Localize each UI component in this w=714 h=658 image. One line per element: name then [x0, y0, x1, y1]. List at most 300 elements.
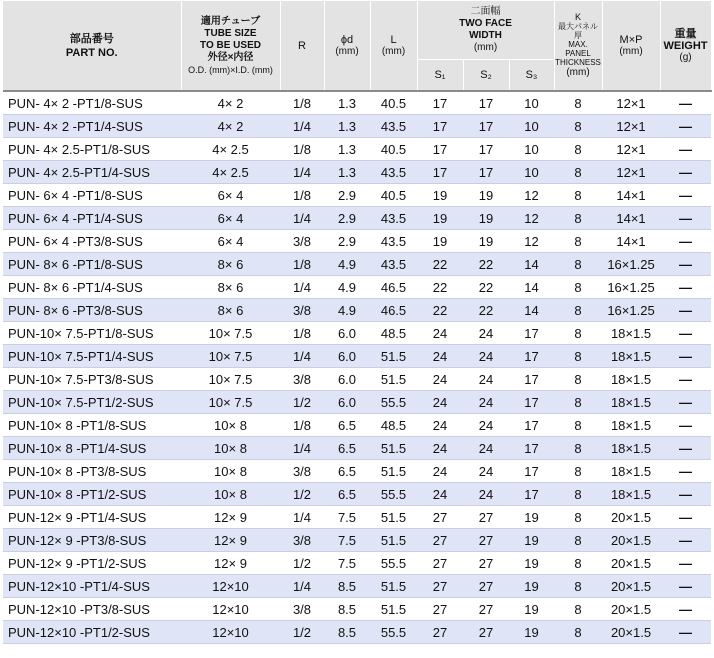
max-panel-cell: 8 [554, 276, 602, 299]
max-panel-cell: 8 [554, 299, 602, 322]
s3-cell: 10 [509, 138, 554, 161]
table-row [3, 391, 711, 414]
max-panel-cell: 8 [554, 621, 602, 644]
table-row [3, 598, 711, 621]
part-number-cell: PUN- 4× 2.5-PT1/8-SUS [3, 138, 181, 161]
length-cell: 46.5 [370, 276, 417, 299]
phid-cell: 2.9 [324, 230, 370, 253]
header-twoface-unit: (mm) [473, 42, 498, 53]
table-row [3, 299, 711, 322]
length-cell: 48.5 [370, 322, 417, 345]
phid-cell: 7.5 [324, 552, 370, 575]
s1-cell: 27 [417, 621, 463, 644]
weight-cell: — [660, 115, 711, 138]
max-panel-cell: 8 [554, 253, 602, 276]
s3-cell: 17 [509, 460, 554, 483]
r-cell: 1/8 [280, 253, 324, 276]
s3-cell: 17 [509, 391, 554, 414]
length-cell: 55.5 [370, 621, 417, 644]
part-number-cell: PUN- 6× 4 -PT3/8-SUS [3, 230, 181, 253]
header-tube-jp2: 外径×内径 [207, 51, 254, 63]
length-cell: 43.5 [370, 253, 417, 276]
s3-cell: 14 [509, 276, 554, 299]
s2-cell: 24 [463, 414, 509, 437]
header-part-no [3, 1, 181, 91]
s1-cell: 24 [417, 437, 463, 460]
mp-cell: 18×1.5 [602, 322, 660, 345]
header-weight [660, 1, 711, 91]
tube-size-cell: 10× 7.5 [181, 391, 280, 414]
mp-cell: 14×1 [602, 184, 660, 207]
phid-cell: 2.9 [324, 184, 370, 207]
s2-cell: 24 [463, 322, 509, 345]
weight-cell: — [660, 322, 711, 345]
part-number-cell: PUN-10× 8 -PT1/4-SUS [3, 437, 181, 460]
mp-cell: 16×1.25 [602, 299, 660, 322]
tube-size-cell: 10× 8 [181, 483, 280, 506]
s3-cell: 14 [509, 253, 554, 276]
s3-cell: 19 [509, 598, 554, 621]
r-cell: 1/8 [280, 414, 324, 437]
s2-cell: 27 [463, 552, 509, 575]
s3-cell: 10 [509, 161, 554, 184]
part-number-cell: PUN-12× 9 -PT1/4-SUS [3, 506, 181, 529]
s3-cell: 14 [509, 299, 554, 322]
header-weight-jp: 重量 [674, 27, 697, 40]
part-number-cell: PUN- 4× 2 -PT1/8-SUS [3, 91, 181, 115]
phid-cell: 7.5 [324, 529, 370, 552]
tube-size-cell: 6× 4 [181, 184, 280, 207]
header-tube-en2: TO BE USED [200, 39, 261, 51]
s3-cell: 17 [509, 345, 554, 368]
phid-cell: 7.5 [324, 506, 370, 529]
phid-cell: 8.5 [324, 598, 370, 621]
r-cell: 1/8 [280, 322, 324, 345]
tube-size-cell: 10× 7.5 [181, 368, 280, 391]
header-mp-unit: (mm) [619, 45, 643, 57]
tube-size-cell: 10× 7.5 [181, 345, 280, 368]
r-cell: 1/4 [280, 276, 324, 299]
s3-cell: 17 [509, 414, 554, 437]
s2-cell: 27 [463, 598, 509, 621]
max-panel-cell: 8 [554, 322, 602, 345]
s2-cell: 24 [463, 460, 509, 483]
weight-cell: — [660, 161, 711, 184]
phid-cell: 2.9 [324, 207, 370, 230]
s1-cell: 17 [417, 138, 463, 161]
part-number-cell: PUN-12×10 -PT1/2-SUS [3, 621, 181, 644]
table-row [3, 276, 711, 299]
header-phid-label: ϕd [340, 33, 354, 46]
tube-size-cell: 10× 7.5 [181, 322, 280, 345]
s1-cell: 27 [417, 529, 463, 552]
table-row [3, 91, 711, 115]
s2-cell: 24 [463, 345, 509, 368]
tube-size-cell: 12×10 [181, 621, 280, 644]
max-panel-cell: 8 [554, 414, 602, 437]
spec-table [3, 1, 712, 644]
s1-cell: 19 [417, 207, 463, 230]
s3-cell: 19 [509, 529, 554, 552]
table-body [3, 91, 711, 644]
s2-cell: 19 [463, 230, 509, 253]
mp-cell: 14×1 [602, 207, 660, 230]
r-cell: 1/4 [280, 437, 324, 460]
s2-cell: 27 [463, 621, 509, 644]
phid-cell: 6.5 [324, 414, 370, 437]
s1-cell: 24 [417, 345, 463, 368]
header-weight-en: WEIGHT [663, 39, 708, 52]
r-cell: 3/8 [280, 529, 324, 552]
mp-cell: 14×1 [602, 230, 660, 253]
header-twoface-jp: 二面幅 [470, 6, 501, 17]
max-panel-cell: 8 [554, 207, 602, 230]
header-weight-unit: (g) [679, 51, 692, 63]
s3-cell: 19 [509, 575, 554, 598]
phid-cell: 6.0 [324, 368, 370, 391]
max-panel-cell: 8 [554, 506, 602, 529]
r-cell: 3/8 [280, 368, 324, 391]
r-cell: 1/2 [280, 621, 324, 644]
length-cell: 51.5 [370, 368, 417, 391]
phid-cell: 8.5 [324, 575, 370, 598]
r-cell: 1/8 [280, 184, 324, 207]
weight-cell: — [660, 207, 711, 230]
part-number-cell: PUN-12×10 -PT3/8-SUS [3, 598, 181, 621]
s1-cell: 19 [417, 184, 463, 207]
mp-cell: 18×1.5 [602, 460, 660, 483]
length-cell: 51.5 [370, 345, 417, 368]
header-l-unit: (mm) [381, 45, 406, 57]
header-part-no-en: PART NO. [65, 46, 118, 59]
s3-cell: 19 [509, 552, 554, 575]
r-cell: 1/8 [280, 138, 324, 161]
table-row [3, 368, 711, 391]
part-number-cell: PUN- 8× 6 -PT3/8-SUS [3, 299, 181, 322]
max-panel-cell: 8 [554, 368, 602, 391]
max-panel-cell: 8 [554, 138, 602, 161]
tube-size-cell: 10× 8 [181, 437, 280, 460]
phid-cell: 6.5 [324, 483, 370, 506]
part-number-cell: PUN-10× 8 -PT3/8-SUS [3, 460, 181, 483]
mp-cell: 20×1.5 [602, 575, 660, 598]
part-number-cell: PUN- 4× 2.5-PT1/4-SUS [3, 161, 181, 184]
tube-size-cell: 6× 4 [181, 230, 280, 253]
r-cell: 3/8 [280, 460, 324, 483]
table-row [3, 322, 711, 345]
length-cell: 51.5 [370, 575, 417, 598]
weight-cell: — [660, 368, 711, 391]
weight-cell: — [660, 184, 711, 207]
s3-cell: 17 [509, 322, 554, 345]
header-two-face-width [417, 1, 554, 60]
s1-cell: 19 [417, 230, 463, 253]
r-cell: 1/4 [280, 506, 324, 529]
tube-size-cell: 6× 4 [181, 207, 280, 230]
s3-cell: 19 [509, 506, 554, 529]
s2-cell: 27 [463, 575, 509, 598]
table-row [3, 575, 711, 598]
s1-cell: 24 [417, 483, 463, 506]
weight-cell: — [660, 552, 711, 575]
length-cell: 40.5 [370, 91, 417, 115]
phid-cell: 4.9 [324, 299, 370, 322]
max-panel-cell: 8 [554, 184, 602, 207]
phid-cell: 4.9 [324, 253, 370, 276]
max-panel-cell: 8 [554, 391, 602, 414]
weight-cell: — [660, 138, 711, 161]
phid-cell: 1.3 [324, 91, 370, 115]
max-panel-cell: 8 [554, 483, 602, 506]
s2-cell: 24 [463, 391, 509, 414]
header-tube-unit: O.D. (mm)×I.D. (mm) [188, 64, 273, 75]
s2-cell: 22 [463, 299, 509, 322]
tube-size-cell: 4× 2.5 [181, 161, 280, 184]
part-number-cell: PUN-12× 9 -PT1/2-SUS [3, 552, 181, 575]
max-panel-cell: 8 [554, 598, 602, 621]
max-panel-cell: 8 [554, 115, 602, 138]
s2-cell: 19 [463, 184, 509, 207]
header-k-en2: THICKNESS [555, 57, 601, 67]
s1-cell: 22 [417, 276, 463, 299]
table-header [3, 1, 711, 91]
part-number-cell: PUN-10× 7.5-PT1/8-SUS [3, 322, 181, 345]
mp-cell: 20×1.5 [602, 529, 660, 552]
header-twoface-en1: TWO FACE [459, 18, 512, 29]
r-cell: 1/4 [280, 115, 324, 138]
length-cell: 51.5 [370, 437, 417, 460]
mp-cell: 20×1.5 [602, 506, 660, 529]
header-mp-label: M×P [619, 33, 643, 46]
mp-cell: 12×1 [602, 115, 660, 138]
phid-cell: 6.0 [324, 322, 370, 345]
header-k-jp: 最大パネル厚 [558, 21, 599, 40]
weight-cell: — [660, 345, 711, 368]
tube-size-cell: 8× 6 [181, 253, 280, 276]
tube-size-cell: 4× 2.5 [181, 138, 280, 161]
table-row [3, 161, 711, 184]
part-number-cell: PUN- 8× 6 -PT1/8-SUS [3, 253, 181, 276]
s3-cell: 17 [509, 368, 554, 391]
length-cell: 40.5 [370, 184, 417, 207]
header-l [370, 1, 417, 91]
part-number-cell: PUN-10× 8 -PT1/8-SUS [3, 414, 181, 437]
s1-cell: 17 [417, 91, 463, 115]
weight-cell: — [660, 91, 711, 115]
max-panel-cell: 8 [554, 437, 602, 460]
part-number-cell: PUN-12×10 -PT1/4-SUS [3, 575, 181, 598]
table-row [3, 483, 711, 506]
mp-cell: 18×1.5 [602, 483, 660, 506]
phid-cell: 6.0 [324, 345, 370, 368]
s2-cell: 22 [463, 276, 509, 299]
tube-size-cell: 12× 9 [181, 552, 280, 575]
s2-cell: 17 [463, 115, 509, 138]
table-row [3, 138, 711, 161]
mp-cell: 18×1.5 [602, 437, 660, 460]
weight-cell: — [660, 437, 711, 460]
length-cell: 43.5 [370, 115, 417, 138]
s3-cell: 10 [509, 91, 554, 115]
table-row [3, 506, 711, 529]
table-row [3, 207, 711, 230]
table-row [3, 253, 711, 276]
mp-cell: 20×1.5 [602, 621, 660, 644]
phid-cell: 1.3 [324, 138, 370, 161]
part-number-cell: PUN-10× 7.5-PT1/4-SUS [3, 345, 181, 368]
mp-cell: 20×1.5 [602, 552, 660, 575]
mp-cell: 12×1 [602, 161, 660, 184]
s1-cell: 24 [417, 414, 463, 437]
length-cell: 55.5 [370, 552, 417, 575]
max-panel-cell: 8 [554, 552, 602, 575]
mp-cell: 12×1 [602, 138, 660, 161]
weight-cell: — [660, 460, 711, 483]
tube-size-cell: 12× 9 [181, 529, 280, 552]
s3-cell: 17 [509, 437, 554, 460]
s2-cell: 24 [463, 368, 509, 391]
s3-cell: 10 [509, 115, 554, 138]
header-s1: S₁ [417, 60, 463, 92]
table-row [3, 529, 711, 552]
length-cell: 46.5 [370, 299, 417, 322]
r-cell: 3/8 [280, 598, 324, 621]
s1-cell: 17 [417, 115, 463, 138]
s2-cell: 22 [463, 253, 509, 276]
header-k-label: K [575, 11, 582, 22]
s1-cell: 24 [417, 322, 463, 345]
part-number-cell: PUN- 4× 2 -PT1/4-SUS [3, 115, 181, 138]
max-panel-cell: 8 [554, 91, 602, 115]
length-cell: 55.5 [370, 483, 417, 506]
tube-size-cell: 8× 6 [181, 276, 280, 299]
table-row [3, 115, 711, 138]
s3-cell: 19 [509, 621, 554, 644]
phid-cell: 8.5 [324, 621, 370, 644]
mp-cell: 16×1.25 [602, 276, 660, 299]
weight-cell: — [660, 483, 711, 506]
header-phid-unit: (mm) [335, 45, 359, 57]
mp-cell: 18×1.5 [602, 391, 660, 414]
s1-cell: 27 [417, 552, 463, 575]
s1-cell: 22 [417, 253, 463, 276]
r-cell: 1/4 [280, 161, 324, 184]
weight-cell: — [660, 276, 711, 299]
mp-cell: 18×1.5 [602, 414, 660, 437]
weight-cell: — [660, 230, 711, 253]
weight-cell: — [660, 575, 711, 598]
r-cell: 1/4 [280, 575, 324, 598]
tube-size-cell: 8× 6 [181, 299, 280, 322]
s1-cell: 27 [417, 575, 463, 598]
s3-cell: 12 [509, 184, 554, 207]
table-row [3, 184, 711, 207]
r-cell: 1/4 [280, 345, 324, 368]
max-panel-cell: 8 [554, 460, 602, 483]
s2-cell: 17 [463, 91, 509, 115]
weight-cell: — [660, 621, 711, 644]
phid-cell: 4.9 [324, 276, 370, 299]
weight-cell: — [660, 253, 711, 276]
mp-cell: 18×1.5 [602, 368, 660, 391]
s1-cell: 27 [417, 506, 463, 529]
r-cell: 3/8 [280, 230, 324, 253]
mp-cell: 12×1 [602, 91, 660, 115]
header-s3: S₃ [509, 60, 554, 92]
length-cell: 55.5 [370, 391, 417, 414]
r-cell: 1/4 [280, 207, 324, 230]
s2-cell: 19 [463, 207, 509, 230]
header-mp [602, 1, 660, 91]
length-cell: 43.5 [370, 207, 417, 230]
max-panel-cell: 8 [554, 230, 602, 253]
tube-size-cell: 12× 9 [181, 506, 280, 529]
length-cell: 40.5 [370, 138, 417, 161]
table-row [3, 460, 711, 483]
part-number-cell: PUN- 8× 6 -PT1/4-SUS [3, 276, 181, 299]
s2-cell: 17 [463, 138, 509, 161]
s1-cell: 27 [417, 598, 463, 621]
s3-cell: 12 [509, 207, 554, 230]
table-row [3, 345, 711, 368]
r-cell: 1/8 [280, 91, 324, 115]
phid-cell: 1.3 [324, 115, 370, 138]
weight-cell: — [660, 414, 711, 437]
tube-size-cell: 12×10 [181, 598, 280, 621]
tube-size-cell: 4× 2 [181, 91, 280, 115]
r-cell: 1/2 [280, 552, 324, 575]
header-k-en1: MAX. PANEL [565, 39, 591, 58]
header-part-no-jp: 部品番号 [69, 32, 114, 45]
tube-size-cell: 12×10 [181, 575, 280, 598]
mp-cell: 20×1.5 [602, 598, 660, 621]
length-cell: 51.5 [370, 598, 417, 621]
max-panel-cell: 8 [554, 575, 602, 598]
part-number-cell: PUN-10× 7.5-PT1/2-SUS [3, 391, 181, 414]
table-row [3, 230, 711, 253]
header-twoface-en2: WIDTH [469, 30, 502, 41]
weight-cell: — [660, 299, 711, 322]
part-number-cell: PUN-12× 9 -PT3/8-SUS [3, 529, 181, 552]
max-panel-cell: 8 [554, 529, 602, 552]
header-s2: S₂ [463, 60, 509, 92]
s3-cell: 17 [509, 483, 554, 506]
s1-cell: 24 [417, 368, 463, 391]
table-row [3, 437, 711, 460]
phid-cell: 6.5 [324, 460, 370, 483]
length-cell: 51.5 [370, 529, 417, 552]
length-cell: 51.5 [370, 506, 417, 529]
s1-cell: 24 [417, 391, 463, 414]
s1-cell: 22 [417, 299, 463, 322]
table-row [3, 621, 711, 644]
weight-cell: — [660, 529, 711, 552]
part-number-cell: PUN- 6× 4 -PT1/4-SUS [3, 207, 181, 230]
phid-cell: 1.3 [324, 161, 370, 184]
weight-cell: — [660, 391, 711, 414]
phid-cell: 6.5 [324, 437, 370, 460]
table-row [3, 552, 711, 575]
weight-cell: — [660, 506, 711, 529]
phid-cell: 6.0 [324, 391, 370, 414]
r-cell: 3/8 [280, 299, 324, 322]
tube-size-cell: 4× 2 [181, 115, 280, 138]
s3-cell: 12 [509, 230, 554, 253]
header-r [280, 1, 324, 91]
max-panel-cell: 8 [554, 161, 602, 184]
header-tube-size [181, 1, 280, 91]
mp-cell: 16×1.25 [602, 253, 660, 276]
